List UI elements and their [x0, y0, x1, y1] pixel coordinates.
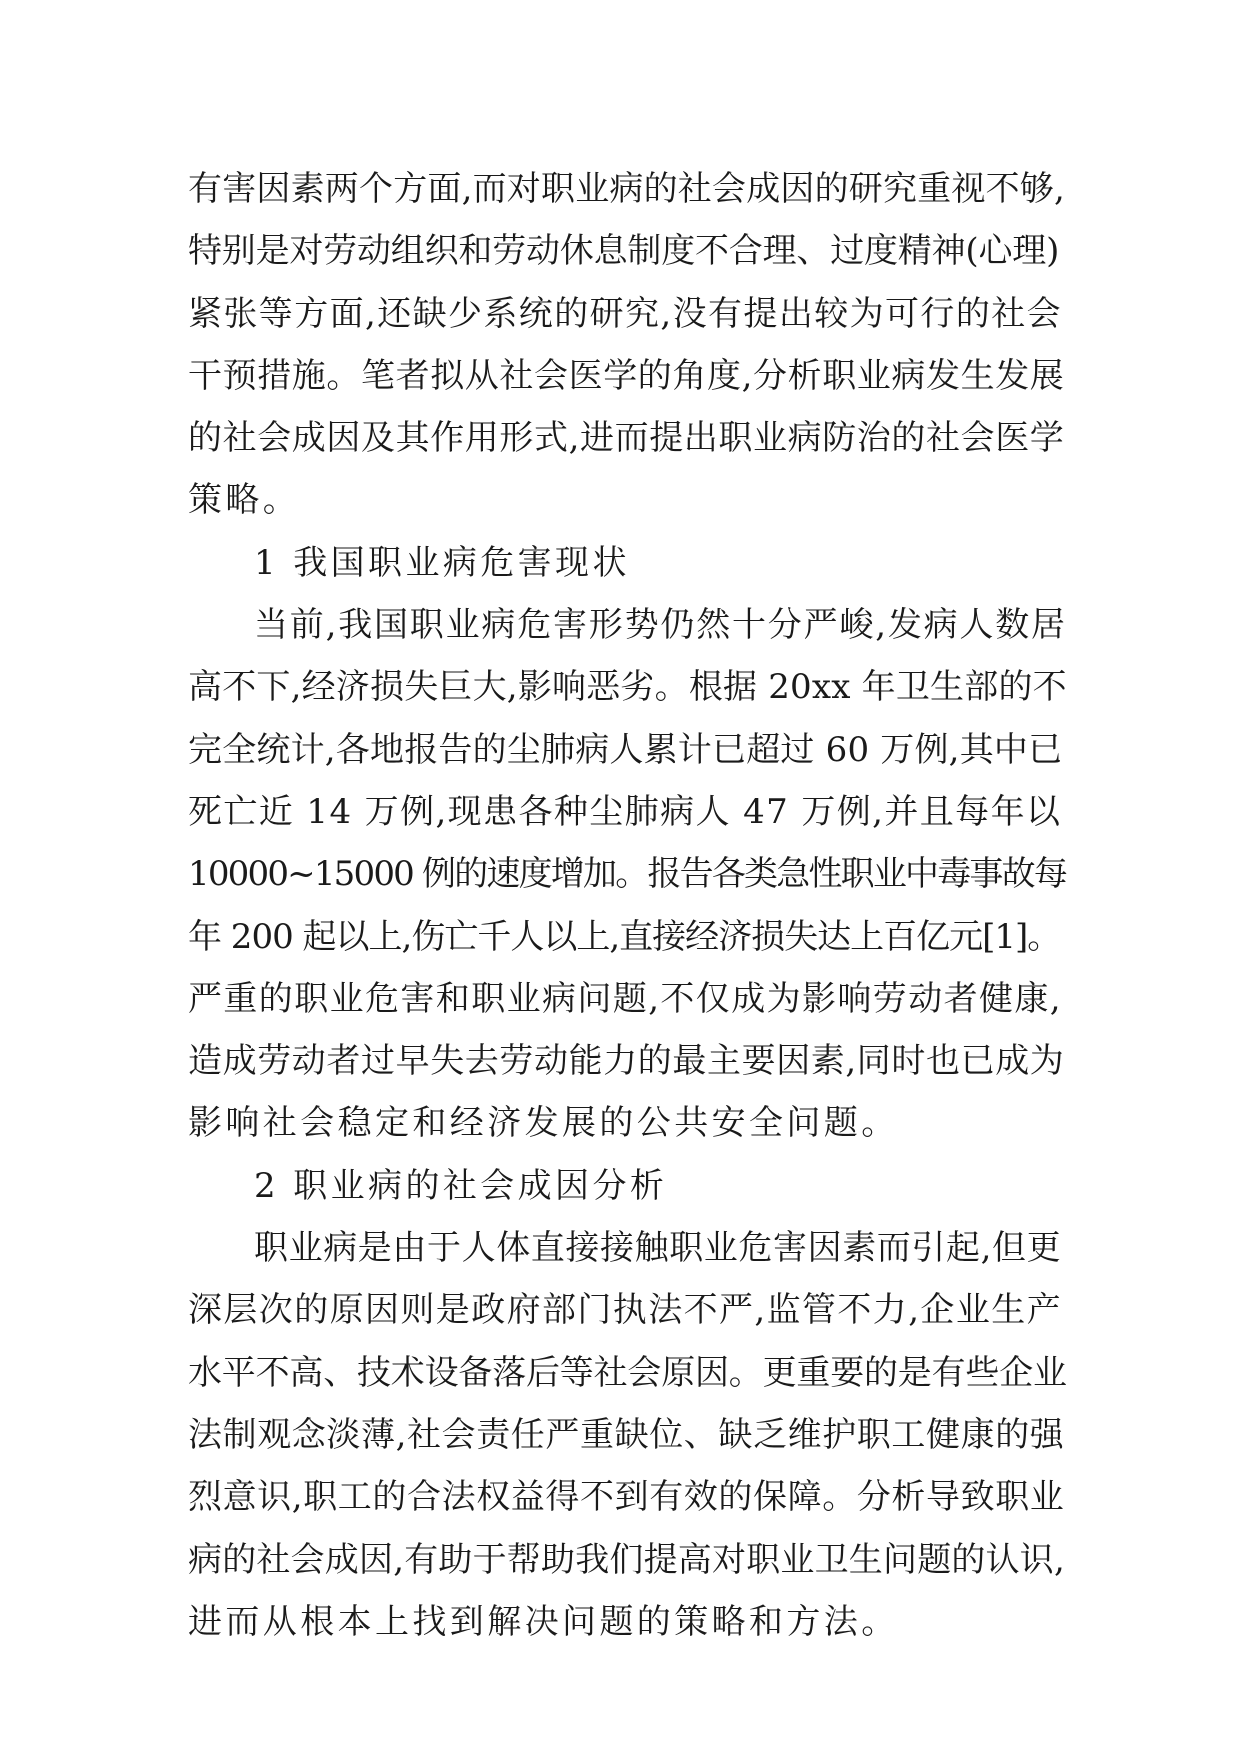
text-line: 特别是对劳动组织和劳动休息制度不合理、过度精神(心理)	[188, 231, 1060, 272]
text-line: 死亡近 14 万例,现患各种尘肺病人 47 万例,并且每年以	[188, 791, 1062, 832]
text-line: 的社会成因及其作用形式,进而提出职业病防治的社会医学	[188, 418, 1065, 459]
text-line: 策略。	[188, 480, 301, 521]
text-line: 有害因素两个方面,而对职业病的社会成因的研究重视不够,	[188, 169, 1066, 209]
text-line: 高不下,经济损失巨大,影响恶劣。根据 20xx 年卫生部的不	[188, 667, 1067, 708]
body-text	[188, 158, 1068, 1653]
text-line: 年 200 起以上,伤亡千人以上,直接经济损失达上百亿元[1]。	[188, 916, 1061, 957]
text-line: 职业病是由于人体直接接触职业危害因素而引起,但更	[254, 1228, 1062, 1269]
text-line: 烈意识,职工的合法权益得不到有效的保障。分析导致职业	[188, 1477, 1065, 1518]
text-line: 水平不高、技术设备落后等社会原因。更重要的是有些企业	[188, 1352, 1067, 1393]
text-line: 完全统计,各地报告的尘肺病人累计已超过 60 万例,其中已	[188, 729, 1063, 770]
text-line: 干预措施。笔者拟从社会医学的角度,分析职业病发生发展	[188, 355, 1065, 396]
text-line: 造成劳动者过早失去劳动能力的最主要因素,同时也已成为	[188, 1041, 1065, 1082]
text-line: 10000~15000 例的速度增加。报告各类急性职业中毒事故每	[188, 854, 1067, 895]
text-line: 进而从根本上找到解决问题的策略和方法。	[188, 1601, 899, 1642]
text-line: 严重的职业危害和职业病问题,不仅成为影响劳动者健康,	[188, 978, 1063, 1019]
text-line: 深层次的原因则是政府部门执法不严,监管不力,企业生产	[188, 1290, 1063, 1331]
text-line: 2 职业病的社会成因分析	[254, 1165, 668, 1206]
text-line: 法制观念淡薄,社会责任严重缺位、缺乏维护职工健康的强	[188, 1414, 1065, 1455]
text-line: 当前,我国职业病危害形势仍然十分严峻,发病人数居	[254, 605, 1067, 646]
text-line: 紧张等方面,还缺少系统的研究,没有提出较为可行的社会	[188, 293, 1063, 334]
text-line: 病的社会成因,有助于帮助我们提高对职业卫生问题的认识,	[188, 1539, 1066, 1580]
text-line: 1 我国职业病危害现状	[254, 542, 630, 583]
text-line: 影响社会稳定和经济发展的公共安全问题。	[188, 1103, 899, 1144]
